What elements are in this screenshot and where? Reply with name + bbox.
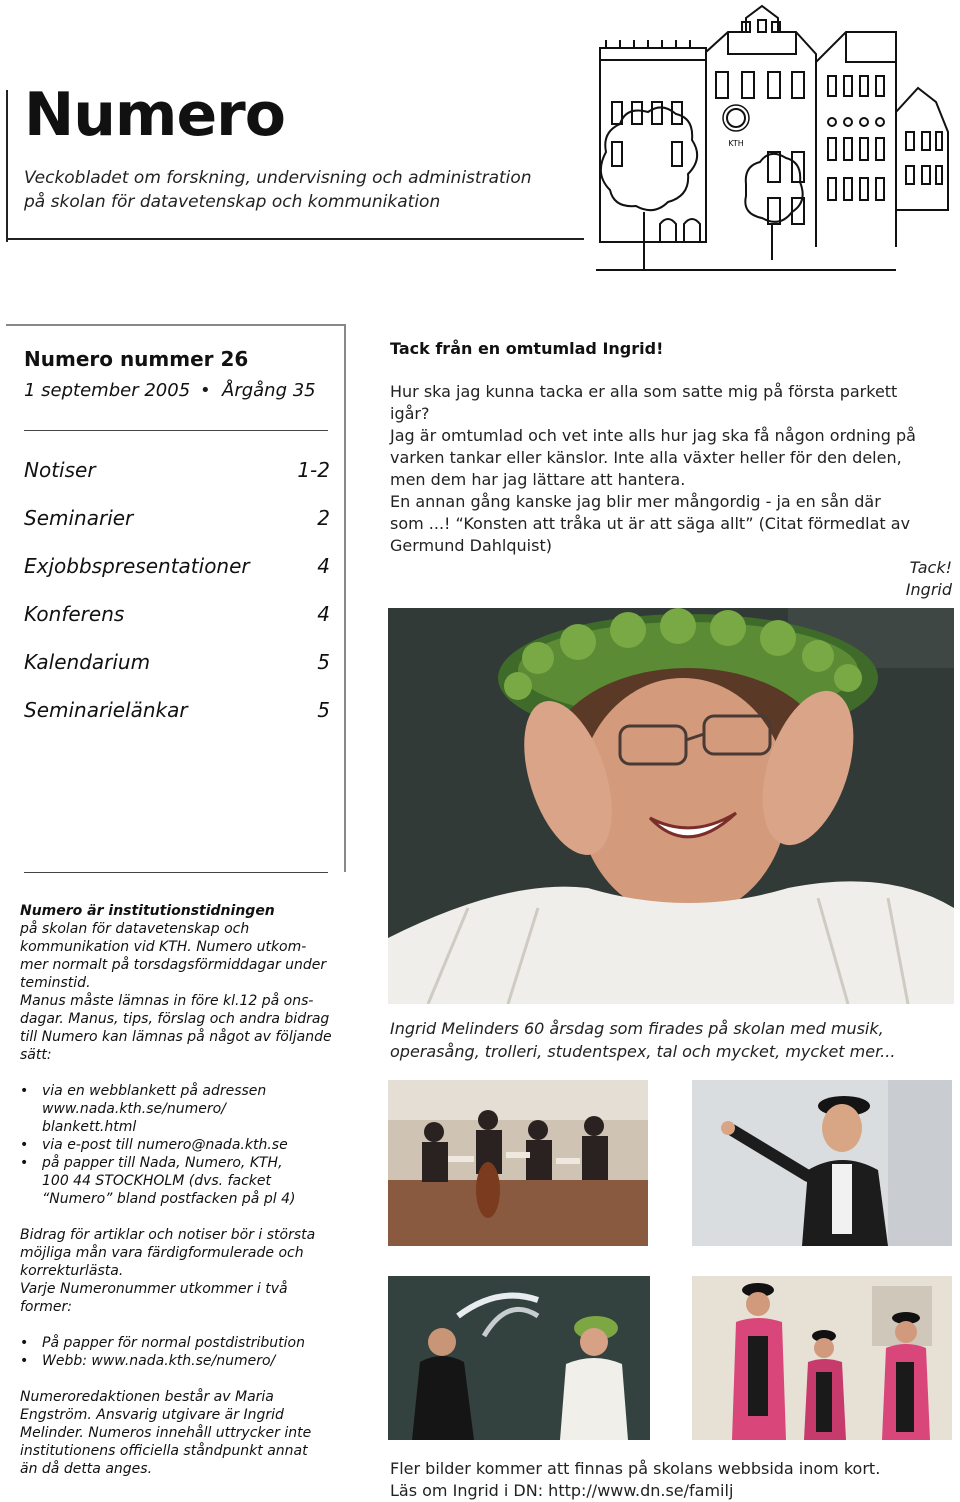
- info-line: teminstid.: [20, 975, 91, 991]
- newsletter-subtitle: [24, 166, 584, 214]
- toc-item[interactable]: [24, 650, 330, 674]
- divider: [24, 430, 328, 431]
- photo-illustration: [388, 1276, 650, 1440]
- subtitle-line: på skolan för datavetenskap och kommunikation: [24, 192, 441, 212]
- info-line: möjliga mån vara färdigformulerade och: [20, 1245, 304, 1261]
- web-form-link[interactable]: www.nada.kth.se/numero/: [42, 1101, 226, 1117]
- info-line: till Numero kan lämnas på något av följande: [20, 1029, 332, 1045]
- paragraph-line: Germund Dahlquist): [390, 536, 552, 555]
- toc-item[interactable]: [24, 602, 330, 626]
- info-line: Varje Numeronummer utkommer i två: [20, 1281, 288, 1297]
- photo-illustration: [692, 1080, 952, 1246]
- photo-caption: [390, 1017, 950, 1063]
- paragraph-line: men dem har jag lättare att hantera.: [390, 470, 686, 489]
- list-line: “Numero” bland postfacken på pl 4): [42, 1191, 296, 1207]
- list-item[interactable]: • Webb: www.nada.kth.se/numero/: [20, 1352, 340, 1370]
- paragraph-line: Jag är omtumlad och vet inte alls hur jag ska få någon ordning på: [390, 426, 916, 445]
- issue-title: Numero nummer 26: [24, 347, 249, 371]
- toc-item[interactable]: [24, 506, 330, 530]
- caption-line: Ingrid Melinders 60 årsdag som firades på skolan med musik,: [390, 1019, 884, 1038]
- contribution-note: [20, 1226, 340, 1316]
- photo-illustration: [388, 1080, 648, 1246]
- submission-methods-list: [20, 1082, 340, 1208]
- info-line: kommunikation vid KTH. Numero utkom-: [20, 939, 307, 955]
- photo-illustration: [388, 608, 954, 1004]
- photo-illustration: [692, 1276, 952, 1440]
- caption-line: Fler bilder kommer att finnas på skolans webbsida inom kort.: [390, 1459, 881, 1478]
- info-line: Numeroredaktionen består av Maria: [20, 1389, 274, 1405]
- paragraph-line: En annan gång kanske jag blir mer mångordig - ja en sån där: [390, 492, 881, 511]
- photo-ingrid-with-wreath: [388, 608, 954, 1004]
- toc-label: Kalendarium: [24, 650, 151, 674]
- kth-logo-text: KTH: [728, 139, 744, 148]
- divider: [24, 872, 328, 873]
- info-line: Bidrag för artiklar och notiser bör i största: [20, 1227, 316, 1243]
- list-item: [20, 1154, 340, 1208]
- toc-label: Konferens: [24, 602, 125, 626]
- info-line: än då detta anges.: [20, 1461, 153, 1477]
- toc-label: Seminarier: [24, 506, 134, 530]
- formats-list: [20, 1334, 340, 1370]
- info-line: Melinder. Numeros innehåll uttrycker inte: [20, 1425, 312, 1441]
- article-paragraph: [390, 381, 940, 491]
- toc-label: Notiser: [24, 458, 96, 482]
- info-line: korrekturlästa.: [20, 1263, 124, 1279]
- kth-building-illustration: [596, 2, 954, 272]
- toc-item[interactable]: [24, 698, 330, 722]
- info-line: på skolan för datavetenskap och: [20, 921, 250, 937]
- footer-note: [390, 1458, 950, 1502]
- toc-page: 1-2: [297, 458, 330, 482]
- toc-page: 5: [317, 698, 330, 722]
- article-heading: Tack från en omtumlad Ingrid!: [390, 339, 664, 358]
- signature: Ingrid: [905, 580, 952, 599]
- info-line: dagar. Manus, tips, förslag och andra bidrag: [20, 1011, 330, 1027]
- photo-opera-singer: [692, 1080, 952, 1246]
- info-line: Manus måste lämnas in före kl.12 på ons-: [20, 993, 314, 1009]
- list-item: [20, 1082, 340, 1136]
- list-line: 100 44 STOCKHOLM (dvs. facket: [42, 1173, 271, 1189]
- article-paragraph: [390, 491, 940, 557]
- masthead-rule-bottom: [6, 238, 584, 240]
- email-link[interactable]: • via e-post till numero@nada.kth.se: [42, 1137, 288, 1153]
- info-line: mer normalt på torsdagsförmiddagar under: [20, 957, 327, 973]
- toc-page: 5: [317, 650, 330, 674]
- list-item: • På papper för normal postdistribution: [20, 1334, 340, 1352]
- issue-date: 1 september 2005: [24, 380, 191, 401]
- photo-magic-trick: [388, 1276, 650, 1440]
- photo-orchestra: [388, 1080, 648, 1246]
- info-heading: Numero är institutionstidningen: [20, 903, 275, 919]
- photo-student-spex: [692, 1276, 952, 1440]
- toc-item[interactable]: [24, 554, 330, 578]
- list-line: • via en webblankett på adressen: [42, 1083, 267, 1099]
- dn-link[interactable]: Läs om Ingrid i DN: http://www.dn.se/familj: [390, 1481, 734, 1500]
- paragraph-line: Hur ska jag kunna tacka er alla som satte mig på första parkett igår?: [390, 382, 898, 423]
- toc-page: 4: [317, 554, 330, 578]
- toc-page: 2: [317, 506, 330, 530]
- info-line: former:: [20, 1299, 72, 1315]
- sidebar-frame: [6, 324, 346, 872]
- list-item: [20, 1136, 340, 1154]
- info-line: Engström. Ansvarig utgivare är Ingrid: [20, 1407, 284, 1423]
- info-line: sätt:: [20, 1047, 52, 1063]
- toc-item[interactable]: [24, 458, 330, 482]
- bullet-separator: •: [200, 380, 211, 401]
- thanks-text: Tack!: [909, 558, 952, 577]
- publication-info: [20, 902, 340, 1064]
- toc-label: Seminarielänkar: [24, 698, 188, 722]
- paragraph-line: varken tankar eller känslor. Inte alla växter heller för den delen,: [390, 448, 902, 467]
- web-form-link[interactable]: blankett.html: [42, 1119, 137, 1135]
- newsletter-title: Numero: [24, 80, 285, 150]
- info-line: institutionens officiella ståndpunkt annat: [20, 1443, 308, 1459]
- issue-volume: Årgång 35: [222, 380, 316, 401]
- editorial-staff-note: [20, 1388, 340, 1478]
- article-signoff: [906, 557, 952, 601]
- caption-line: operasång, trolleri, studentspex, tal och mycket, mycket mer...: [390, 1042, 896, 1061]
- paragraph-line: som ...! “Konsten att tråka ut är att säga allt” (Citat förmedlat av: [390, 514, 911, 533]
- masthead-rule: [6, 90, 8, 242]
- toc-label: Exjobbspresentationer: [24, 554, 250, 578]
- toc-page: 4: [317, 602, 330, 626]
- list-line: • på papper till Nada, Numero, KTH,: [42, 1155, 283, 1171]
- subtitle-line: Veckobladet om forskning, undervisning och administration: [24, 168, 532, 188]
